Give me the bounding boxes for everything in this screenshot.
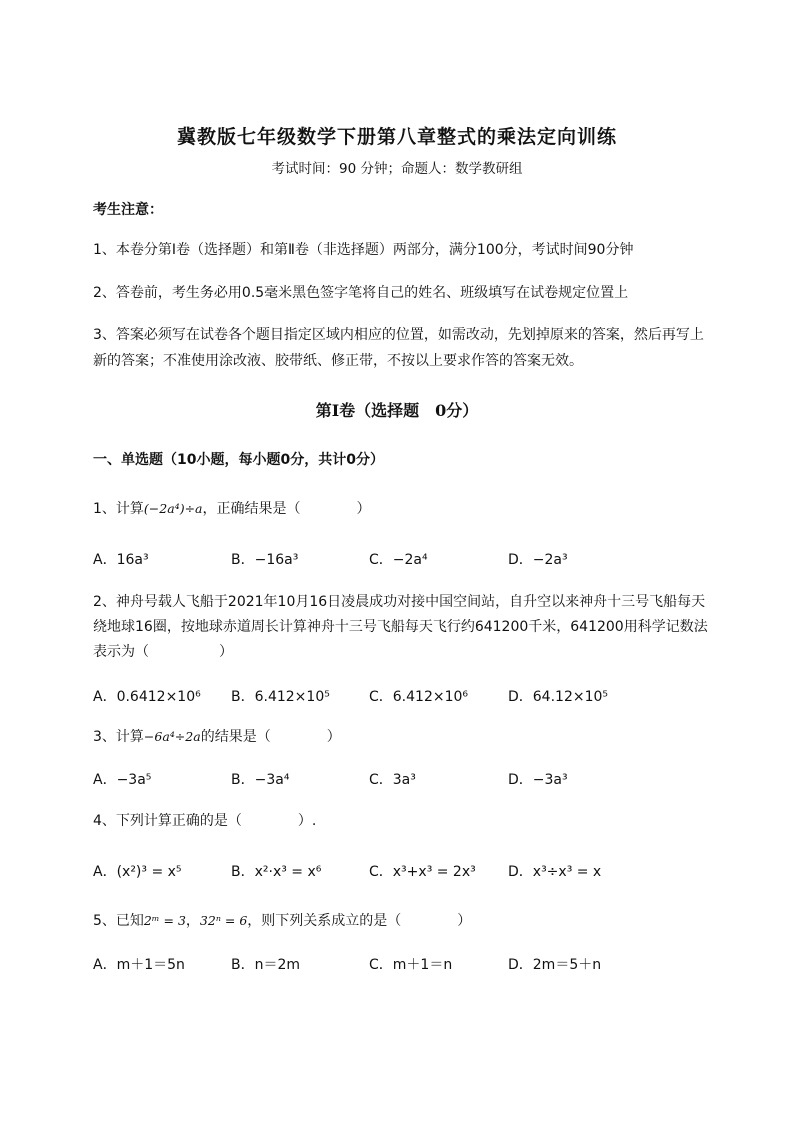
question-1-option-b[interactable]: B．−16a³ (231, 552, 299, 568)
question-5-stem (93, 908, 471, 934)
question-3-option-c[interactable]: C．3a³ (369, 772, 416, 788)
question-1-option-a[interactable]: A．16a³ (93, 552, 149, 568)
question-3-option-a[interactable]: A．−3a⁵ (93, 772, 152, 788)
question-4-option-c[interactable]: C．x³+x³ = 2x³ (369, 864, 476, 880)
question-3-expression: −6a⁴÷2a (143, 729, 201, 744)
question-3-prefix: 3、计算 (93, 729, 144, 745)
question-1-option-c[interactable]: C．−2a⁴ (369, 552, 428, 568)
question-1-options (93, 547, 713, 573)
question-5-option-c[interactable]: C．m＋1＝n (369, 957, 453, 973)
question-2-option-d[interactable]: D．64.12×10⁵ (508, 689, 609, 705)
question-2-option-a[interactable]: A．0.6412×10⁶ (93, 689, 201, 705)
question-2-option-c[interactable]: C．6.412×10⁶ (369, 689, 469, 705)
question-3-option-d[interactable]: D．−3a³ (508, 772, 568, 788)
question-5-expression-2: 32ⁿ = 6 (199, 913, 248, 928)
question-2-options (93, 684, 713, 710)
exam-subtitle: 考试时间：90 分钟；命题人：数学教研组 (271, 161, 523, 177)
notice-1: 1、本卷分第Ⅰ卷（选择题）和第Ⅱ卷（非选择题）两部分，满分100分，考试时间90分钟 (93, 242, 634, 258)
question-4-option-a[interactable]: A．(x²)³ = x⁵ (93, 864, 182, 880)
page-title: 冀教版七年级数学下册第八章整式的乘法定向训练 (176, 126, 617, 148)
question-1-prefix: 1、计算 (93, 501, 144, 517)
question-3-suffix: 的结果是（ ） (200, 729, 341, 745)
question-4-options (93, 859, 713, 885)
question-5-separator: ， (185, 913, 200, 929)
question-1-stem (93, 496, 371, 522)
question-5-options (93, 952, 713, 978)
question-5-option-b[interactable]: B．n＝2m (231, 957, 301, 973)
question-2-line-3: 表示为（ ） (93, 644, 233, 660)
question-1-suffix: ，正确结果是（ ） (202, 501, 371, 517)
question-3-options (93, 767, 713, 793)
question-1-expression: (−2a⁴)÷a (143, 501, 203, 516)
notice-2: 2、答卷前，考生务必用0.5毫米黑色签字笔将自己的姓名、班级填写在试卷规定位置上 (93, 285, 629, 301)
question-2-line-1: 2、神舟号载人飞船于2021年10月16日凌晨成功对接中国空间站，自升空以来神舟十三号飞船每天 (93, 594, 706, 610)
question-2-option-b[interactable]: B．6.412×10⁵ (231, 689, 330, 705)
notice-3: 3、答案必须写在试卷各个题目指定区域内相应的位置，如需改动，先划掉原来的答案，然后再写上新的答案；不准使用涂改液、胶带纸、修正带，不按以上要求作答的答案无效。 (93, 327, 704, 369)
part-heading: 一、单选题（10小题，每小题0分，共计0分） (93, 452, 384, 468)
question-5-option-a[interactable]: A．m＋1＝5n (93, 957, 185, 973)
question-5-prefix: 5、已知 (93, 913, 144, 929)
question-5-expression-1: 2ᵐ = 3 (143, 913, 186, 928)
question-4-option-b[interactable]: B．x²·x³ = x⁶ (231, 864, 322, 880)
question-5-suffix: ，则下列关系成立的是（ ） (247, 913, 472, 929)
question-1-option-d[interactable]: D．−2a³ (508, 552, 568, 568)
question-5-option-d[interactable]: D．2m＝5＋n (508, 957, 602, 973)
question-4-stem: 4、下列计算正确的是（ ）. (93, 813, 317, 829)
question-2-line-2: 绕地球16圈，按地球赤道周长计算神舟十三号飞船每天飞行约641200千米，641200用科学记数法 (93, 619, 708, 635)
question-3-stem (93, 724, 341, 750)
section-title: 第Ⅰ卷（选择题 0分） (315, 401, 479, 420)
notice-heading: 考生注意： (93, 202, 163, 218)
question-4-option-d[interactable]: D．x³÷x³ = x (508, 864, 602, 880)
question-3-option-b[interactable]: B．−3a⁴ (231, 772, 290, 788)
